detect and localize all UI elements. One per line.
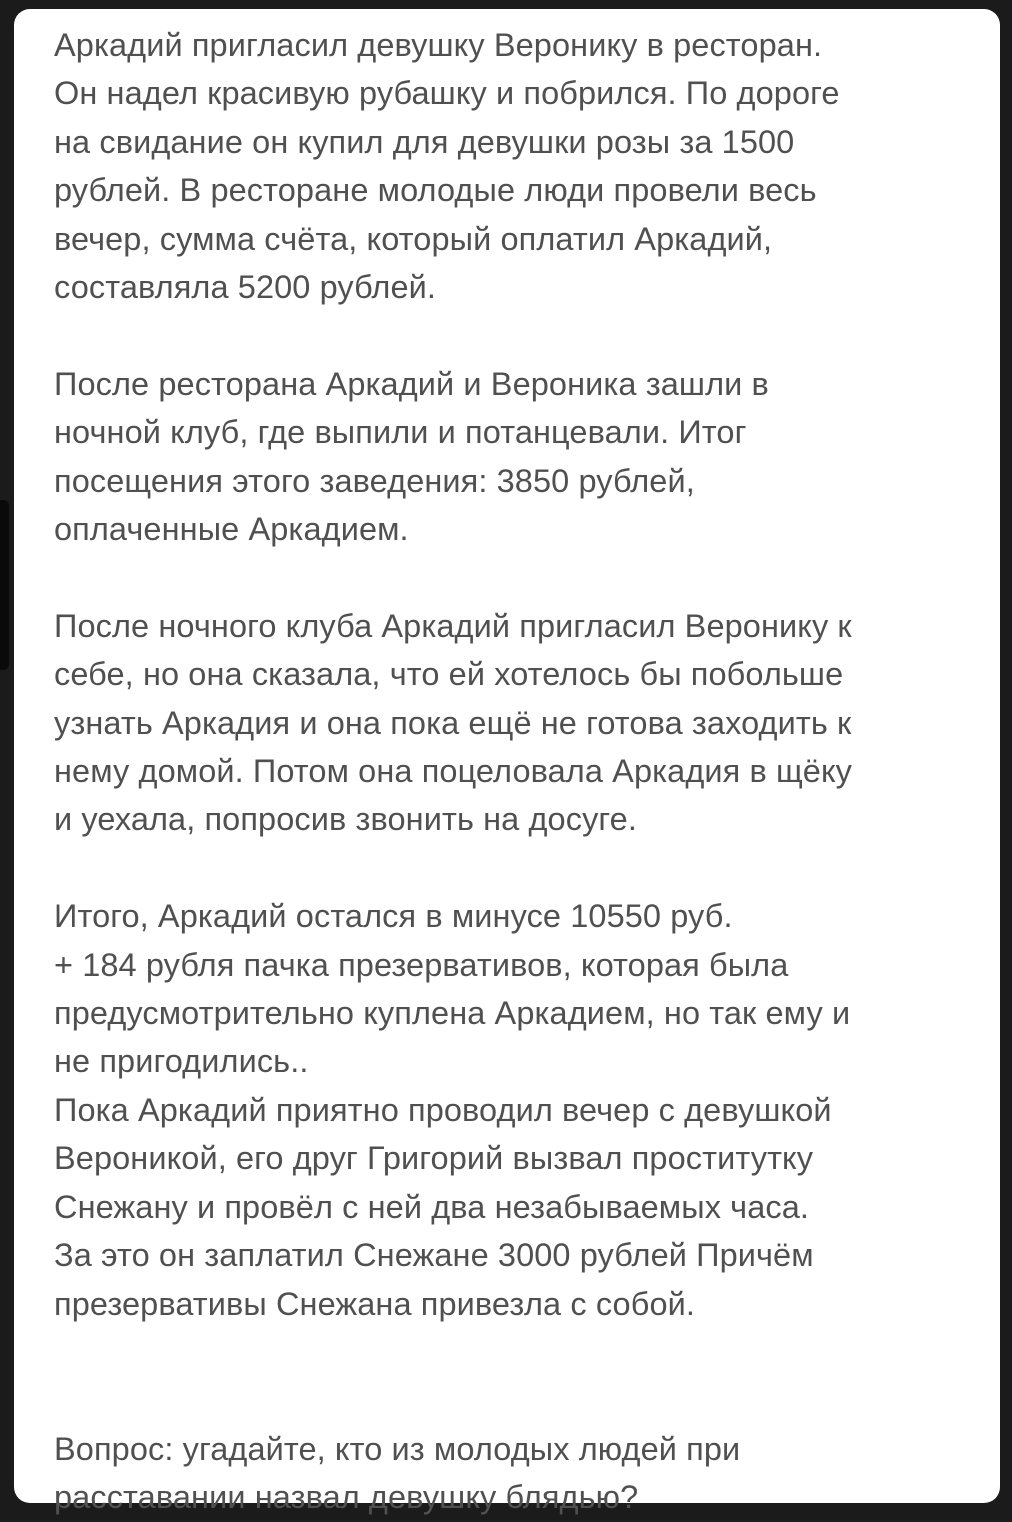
paragraph-gap	[54, 553, 960, 601]
paragraph-totals: Итого, Аркадий остался в минусе 10550 руб. + 184 рубля пачка презервативов, которая была предусмотрительно куплена Аркадием, но так ему и не пригодились.. Пока Аркадий приятно проводил вечер с девушкой Вероникой, его друг Григорий вызвал проститутку Снежану и провёл с ней два незабываемых часа. За это он заплатил Снежане 3000 рублей Причём презервативы Снежана привезла с собой.	[54, 898, 851, 1322]
text-card	[14, 9, 1000, 1516]
story-text	[54, 21, 960, 1522]
paragraph-gap	[54, 844, 960, 892]
paragraph-restaurant: Аркадий пригласил девушку Веронику в ресторан. Он надел красивую рубашку и побрился. По дороге на свидание он купил для девушки розы за 1500 рублей. В ресторане молодые люди провели весь вечер, сумма счёта, который оплатил Аркадий, составляла 5200 рублей.	[54, 27, 840, 306]
paragraph-gap-large	[54, 1328, 960, 1425]
paragraph-gap	[54, 311, 960, 359]
side-edge-tab	[0, 500, 9, 670]
paragraph-question: Вопрос: угадайте, кто из молодых людей при расставании назвал девушку блядью?	[54, 1430, 741, 1516]
paragraph-farewell: После ночного клуба Аркадий пригласил Веронику к себе, но она сказала, что ей хотелось бы побольше узнать Аркадия и она пока ещё не готова заходить к нему домой. Потом она поцеловала Аркадия в щёку и уехала, попросив звонить на досуге.	[54, 607, 853, 838]
paragraph-nightclub: После ресторана Аркадий и Вероника зашли в ночной клуб, где выпили и потанцевали. Итог посещения этого заведения: 3850 рублей, оплаченные Аркадием.	[54, 365, 769, 548]
